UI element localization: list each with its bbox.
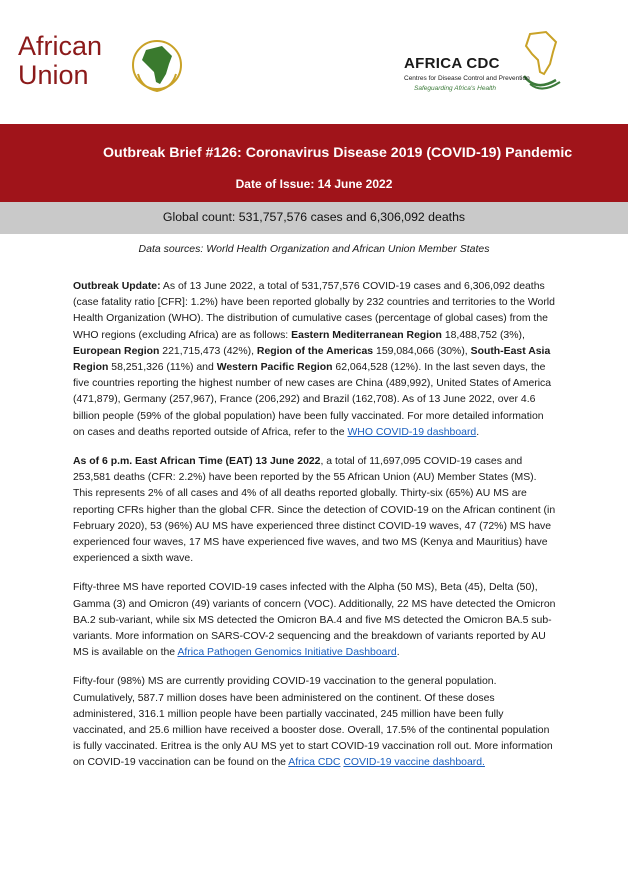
issue-date: Date of Issue: 14 June 2022: [235, 177, 393, 191]
pathogen-genomics-dashboard-link[interactable]: Africa Pathogen Genomics Initiative Dashboard: [177, 647, 397, 659]
covid-vaccine-dashboard-link[interactable]: COVID-19 vaccine dashboard.: [343, 757, 485, 769]
variants-paragraph: Fifty-three MS have reported COVID-19 cases infected with the Alpha (50 MS), Beta (45), Delta (50), Gamma (3) and Omicron (49) variants of concern (VOC). Additionally, 22 MS have detected the Omicron BA.2 sub-variant, while six MS detected the Omicron BA.4 and five MS detected the Omicron BA.5 sub-variants. More information on SARS-COV-2 sequencing and the breakdown of variants reported by AU MS is available on the Africa Pathogen Genomics Initiative Dashboard.: [73, 582, 556, 659]
africa-cdc-tagline: Safeguarding Africa's Health: [414, 85, 496, 92]
who-dashboard-link[interactable]: WHO COVID-19 dashboard: [347, 426, 477, 438]
africa-cdc-logo: [404, 30, 574, 100]
outbreak-update-label: Outbreak Update:: [73, 281, 161, 292]
au-situation-paragraph: As of 6 p.m. East African Time (EAT) 13 June 2022, a total of 11,697,095 COVID-19 cases and 253,581 deaths (CFR: 2.2%) have been reported by the 55 African Union (AU) Member States (MS). This represents 2% of all cases and 4% of all deaths reported globally. Thirty-six (65%) AU MS are reporting CFRs higher than the global CFR. Since the detection of COVID-19 on the African continent (in February 2020), 53 (96%) AU MS have experienced three distinct COVID-19 waves, 47 (72%) MS have experienced four waves, 17 MS have experienced five waves, and two MS (Kenya and Mauritius) have experienced a sixth wave.: [73, 456, 556, 565]
au-logo-line1: African: [18, 31, 103, 61]
brief-title: Outbreak Brief #126: Coronavirus Disease 2019 (COVID-19) Pandemic: [103, 145, 573, 161]
global-count-text: Global count: 531,757,576 cases and 6,306,092 deaths: [162, 210, 466, 224]
africa-cdc-title: AFRICA CDC: [404, 55, 500, 72]
africa-cdc-subtitle: Centres for Disease Control and Prevention: [404, 75, 530, 82]
title-banner: [0, 124, 628, 202]
global-count-bar: [0, 202, 628, 234]
page-header: [0, 0, 628, 124]
outbreak-update-paragraph: Outbreak Update: As of 13 June 2022, a total of 531,757,576 COVID-19 cases and 6,306,092 deaths (case fatality ratio [CFR]: 1.2%) have been reported globally by 232 countries and territories to the World Health Organization (WHO). The distribution of cumulative cases (percentage of global cases) from the WHO regions (excluding Africa) are as follows: Eastern Mediterranean Region 18,488,752 (3%), European Region 221,715,473 (42%), Region of the Americas 159,084,066 (30%), South-East Asia Region 58,251,326 (11%) and Western Pacific Region 62,064,528 (12%). In the last seven days, the five countries reporting the highest number of new cases are China (489,992), United States of America (471,879), Germany (257,967), France (206,292) and Brazil (162,708). As of 13 June 2022, over 4.6 billion people (59% of the global population) have been fully vaccinated. For more detailed information on cases and deaths reported outside of Africa, refer to the WHO COVID-19 dashboard.: [73, 281, 555, 438]
africa-cdc-link[interactable]: Africa CDC: [288, 757, 341, 769]
data-sources: Data sources: World Health Organization and African Union Member States: [138, 243, 490, 255]
africa-cdc-map-icon: [522, 30, 562, 94]
african-union-logo: [18, 32, 178, 100]
brief-body: [73, 279, 557, 785]
vaccination-paragraph: Fifty-four (98%) MS are currently providing COVID-19 vaccination to the general population. Cumulatively, 587.7 million doses have been administered on the continent. Of these doses administered, 316.1 million people have been partially vaccinated, 245 million have been fully vaccinated, and 25.6 million have received a booster dose. Overall, 17.5% of the continental population is fully vaccinated. Eritrea is the only AU MS yet to start COVID-19 vaccination roll out. More information on COVID-19 vaccination can be found on the Africa CDC COVID-19 vaccine dashboard.: [73, 676, 553, 769]
au-logo-line2: Union: [18, 60, 89, 90]
africa-map-icon: [132, 34, 182, 96]
